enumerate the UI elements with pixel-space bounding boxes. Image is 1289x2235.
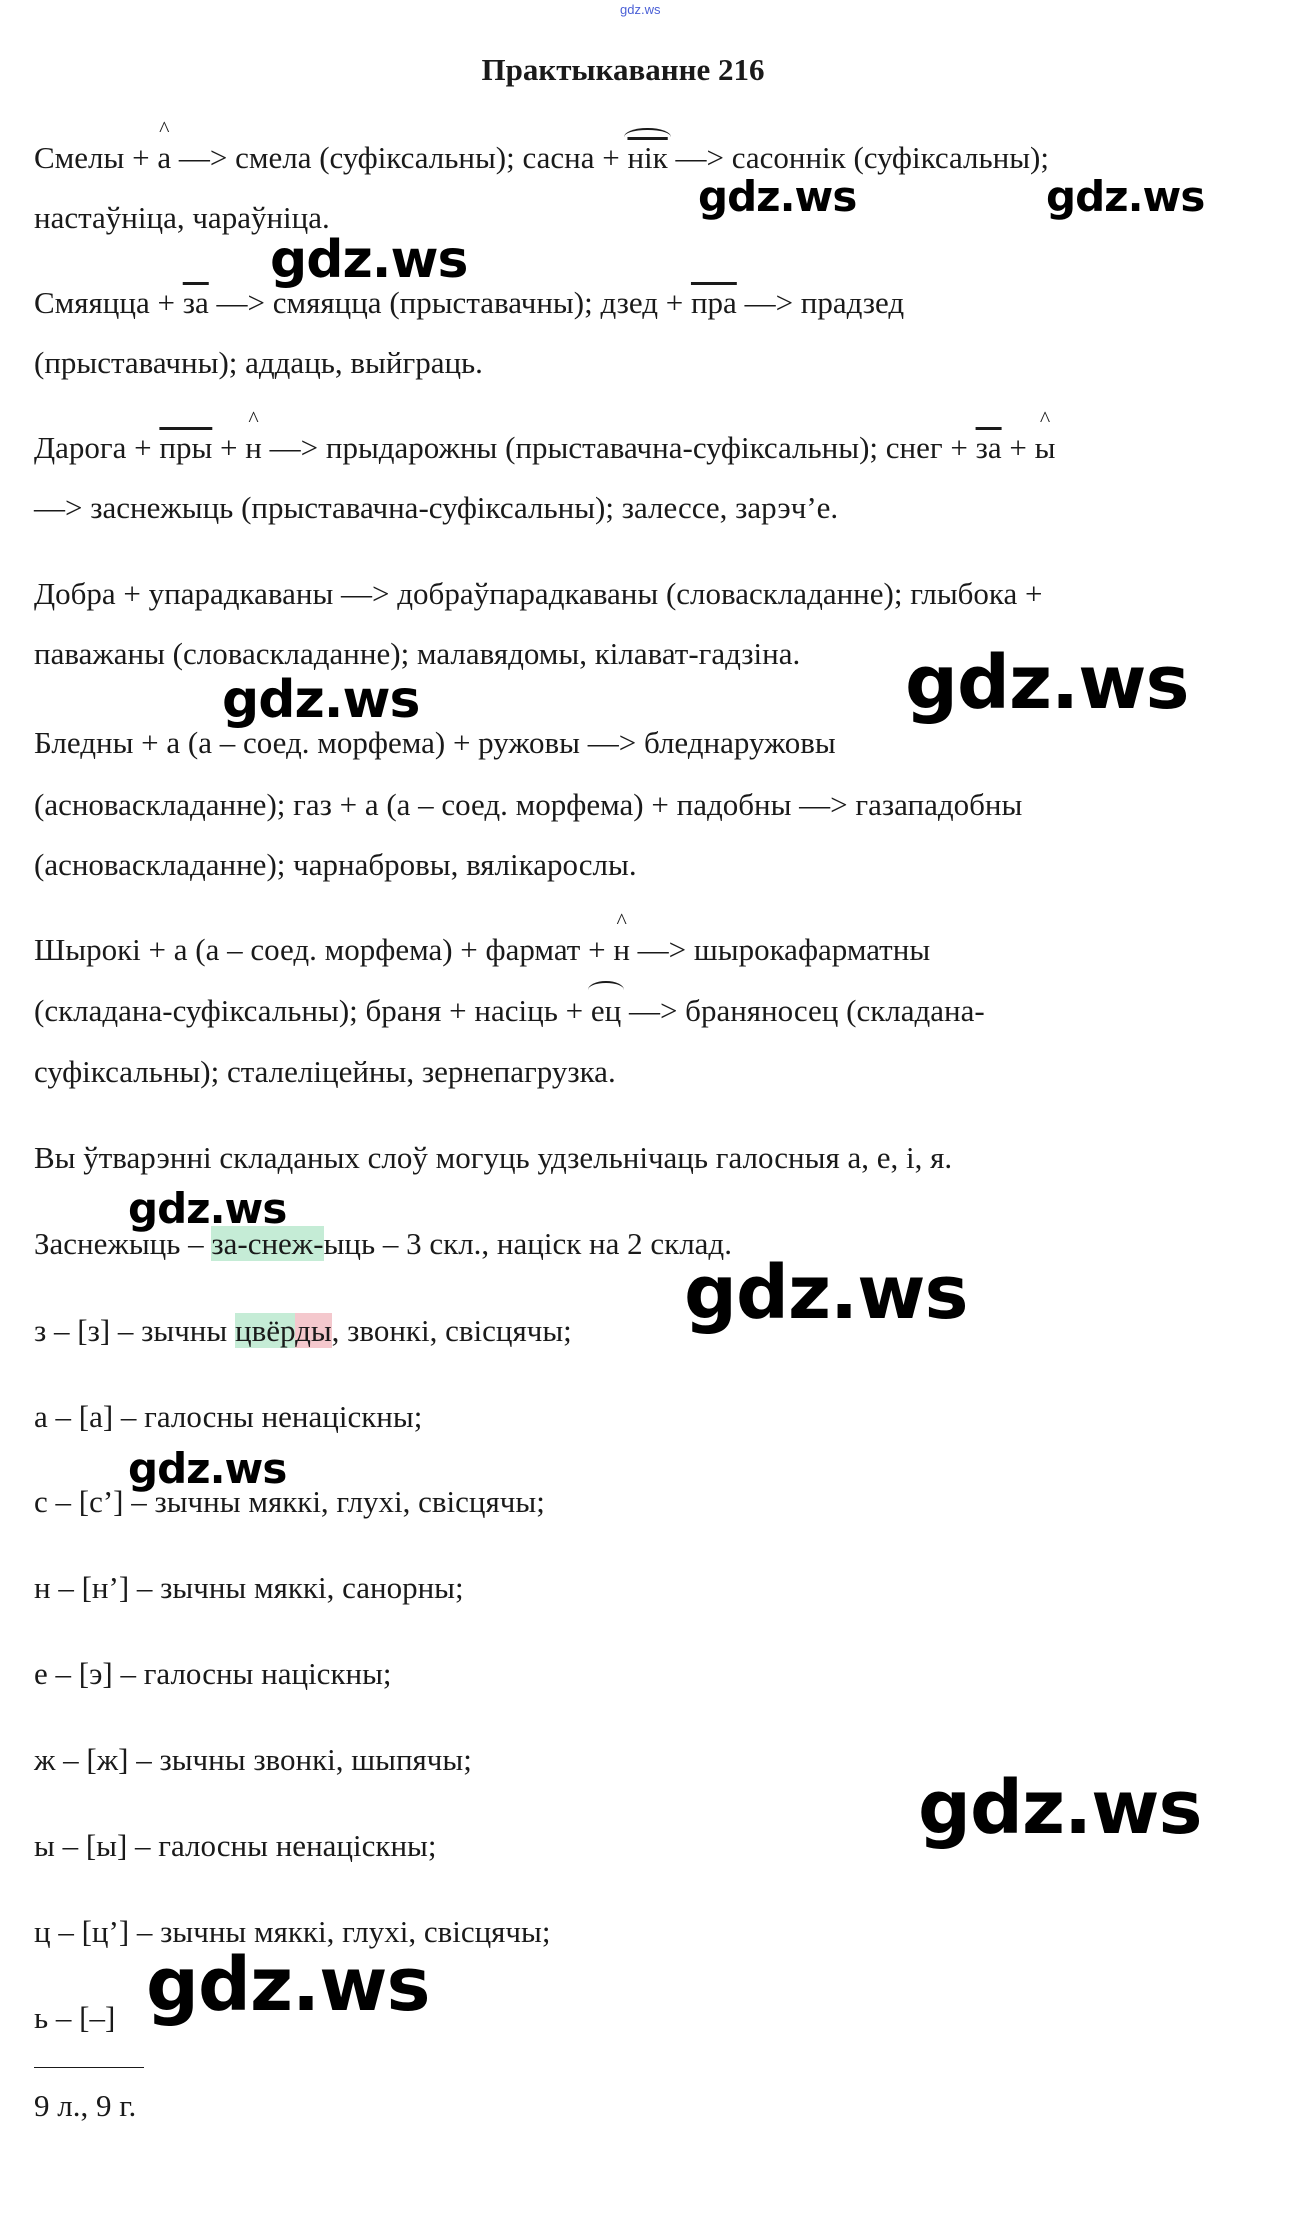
caret-mark-icon: ^ — [1039, 406, 1051, 431]
watermark: gdz.ws — [905, 640, 1189, 726]
syllable-highlight: за-снеж- — [211, 1226, 324, 1261]
suffix-mark: ец — [591, 991, 621, 1031]
summary-count: 9 л., 9 г. — [34, 2088, 137, 2123]
highlight-red: ды — [295, 1313, 332, 1348]
paragraph-5-line-1: Бледны + а (а – соед. морфема) + ружовы —> бледнаружовы — [34, 725, 836, 760]
paragraph-3-line-2: —> заснежыць (прыставачна-суфіксальны); залессе, зарэч’е. — [34, 490, 839, 525]
paragraph-3-line-1: Дарога + пры + ^ н —> прыдарожны (прыставачна-суфіксальны); снег + за + ^ ы — [34, 428, 1055, 468]
paragraph-6-line-3: суфіксальны); сталеліцейны, зернепагрузка. — [34, 1054, 616, 1089]
syllable-line: Заснежыць – за-снеж-ыць – 3 скл., націск на 2 склад. — [34, 1226, 732, 1261]
arc-mark-icon — [624, 128, 670, 146]
phoneme-line: е – [э] – галосны націскны; — [34, 1656, 392, 1691]
phoneme-line: с – [с’] – зычны мяккі, глухі, свісцячы; — [34, 1484, 545, 1519]
paragraph-6-line-2: (складана-суфіксальны); браня + насіць + ец —> браняносец (складана- — [34, 991, 985, 1031]
watermark: gdz.ws — [698, 172, 857, 221]
page-title: Практыкаванне 216 — [481, 52, 765, 87]
watermark: gdz.ws — [146, 1942, 430, 2028]
highlight-green: цвёр — [234, 1313, 296, 1348]
paragraph-2-line-1: Смяяцца + за —> смяяцца (прыставачны); дзед + пра —> прадзед — [34, 285, 905, 320]
paragraph-6-line-1: Шырокі + а (а – соед. морфема) + фармат + ^ н —> шырокафарматны — [34, 930, 930, 970]
watermark: gdz.ws — [128, 1184, 287, 1233]
phoneme-line: а – [а] – галосны ненаціскны; — [34, 1399, 423, 1434]
paragraph-4-line-1: Добра + упарадкаваны —> добраўпарадкаваны (словаскладанне); глыбока + — [34, 576, 1043, 611]
suffix-mark: нік — [627, 138, 667, 178]
watermark: gdz.ws — [1046, 172, 1205, 221]
phoneme-line: н – [н’] – зычны мяккі, санорны; — [34, 1570, 464, 1605]
paragraph-7: Вы ўтварэнні складаных слоў могуць удзельнічаць галосныя а, е, і, я. — [34, 1140, 953, 1175]
paragraph-4-line-2: паважаны (словаскладанне); малавядомы, кілават-гадзіна. — [34, 636, 801, 671]
paragraph-1-line-2: настаўніца, чараўніца. — [34, 200, 330, 235]
paragraph-5-line-2: (асноваскладанне); газ + а (а – соед. морфема) + падобны —> газападобны — [34, 787, 1023, 822]
caret-mark-icon: ^ — [159, 116, 170, 141]
phoneme-line: ж – [ж] – зычны звонкі, шыпячы; — [34, 1742, 472, 1777]
phoneme-line: з – [з] – зычны цвёрды, звонкі, свісцячы; — [34, 1313, 572, 1348]
watermark: gdz.ws — [270, 230, 468, 290]
watermark: gdz.ws — [128, 1444, 287, 1493]
prefix-mark: за — [182, 285, 209, 320]
caret-mark-icon: ^ — [616, 908, 627, 933]
prefix-mark: за — [975, 430, 1002, 465]
prefix-mark: пра — [690, 285, 737, 320]
paragraph-5-line-3: (асноваскладанне); чарнабровы, вялікарослы. — [34, 847, 637, 882]
watermark: gdz.ws — [918, 1765, 1202, 1851]
phoneme-line: ь – [–] — [34, 2000, 116, 2035]
suffix-mark: ^ н — [245, 406, 262, 465]
paragraph-1-line-1: Смелы + ^ а —> смела (суфіксальны); сасна + нік —> сасоннік (суфіксальны); — [34, 138, 1049, 178]
paragraph-2-line-2: (прыставачны); аддаць, выйграць. — [34, 345, 483, 380]
suffix-mark: ^ н — [613, 908, 630, 967]
suffix-mark: ^ ы — [1034, 406, 1056, 465]
phoneme-line: ц – [ц’] – зычны мяккі, глухі, свісцячы; — [34, 1914, 551, 1949]
suffix-mark: ^ а — [157, 116, 172, 175]
watermark: gdz.ws — [222, 670, 420, 730]
site-tag: gdz.ws — [620, 2, 661, 17]
arc-mark-icon — [588, 981, 624, 999]
prefix-mark: пры — [159, 430, 213, 465]
watermark: gdz.ws — [684, 1250, 968, 1336]
caret-mark-icon: ^ — [248, 406, 259, 431]
divider — [34, 2067, 144, 2068]
phoneme-line: ы – [ы] – галосны ненаціскны; — [34, 1828, 437, 1863]
